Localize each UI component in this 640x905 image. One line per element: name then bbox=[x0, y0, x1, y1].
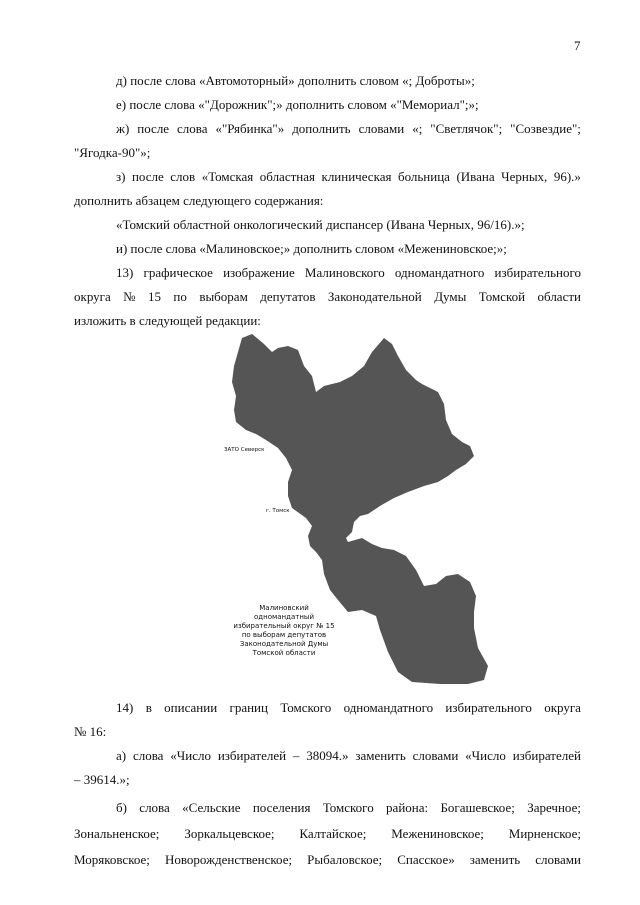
word: «Число bbox=[465, 748, 506, 763]
map-caption-line-3: избирательный округ № 15 bbox=[233, 622, 335, 630]
word: словами bbox=[358, 121, 405, 136]
map-caption-line-6: Томской области bbox=[252, 649, 316, 657]
paragraph-z-line1 bbox=[116, 169, 581, 184]
word: Законодательной bbox=[327, 289, 422, 304]
word: избирателей bbox=[217, 748, 287, 763]
word: одномандатного bbox=[343, 700, 434, 715]
word: клиническая bbox=[321, 169, 392, 184]
word: в bbox=[145, 700, 152, 715]
word: изображение bbox=[223, 265, 295, 280]
word: 14) bbox=[116, 700, 134, 715]
paragraph-13-line3: изложить в следующей редакции: bbox=[74, 313, 261, 328]
word: избирательного bbox=[445, 700, 532, 715]
word: выборам bbox=[199, 289, 248, 304]
word: слов bbox=[170, 169, 196, 184]
word: Томского bbox=[322, 800, 374, 815]
word: ж) bbox=[116, 121, 130, 136]
word: Спасское» bbox=[397, 852, 455, 867]
word: описании bbox=[164, 700, 218, 715]
paragraph-b-line2 bbox=[74, 826, 581, 841]
word: словами bbox=[535, 852, 581, 867]
word: (Ивана bbox=[456, 169, 495, 184]
word: после bbox=[131, 169, 164, 184]
word: округа bbox=[544, 700, 581, 715]
paragraph-d: д) после слова «Автомоторный» дополнить словом «; Доброты»; bbox=[116, 73, 475, 88]
word: Думы bbox=[434, 289, 467, 304]
word: а) bbox=[116, 748, 127, 763]
word: избирательного bbox=[494, 265, 581, 280]
word: 96).» bbox=[553, 169, 581, 184]
word: по bbox=[173, 289, 187, 304]
paragraph-14-line1 bbox=[116, 700, 581, 715]
word: «Число bbox=[170, 748, 211, 763]
map-label-zato: ЗАТО Северск bbox=[224, 447, 265, 453]
paragraph-a-line2: – 39614.»; bbox=[74, 772, 130, 787]
word: Межениновское; bbox=[391, 826, 484, 841]
word: Новорожденственское; bbox=[164, 852, 293, 867]
word: 15 bbox=[148, 289, 161, 304]
word: депутатов bbox=[260, 289, 316, 304]
word: Малиновского bbox=[304, 265, 385, 280]
map-caption-line-4: по выборам депутатов bbox=[241, 631, 327, 639]
word: «Сельские bbox=[182, 800, 241, 815]
map-label-tomsk: г. Томск bbox=[266, 508, 290, 514]
word: Зональненское; bbox=[74, 826, 160, 841]
paragraph-a-line1 bbox=[116, 748, 581, 763]
word: слова bbox=[132, 748, 164, 763]
word: Рыбаловское; bbox=[307, 852, 383, 867]
paragraph-e: е) после слова «"Дорожник";» дополнить словом «"Мемориал";»; bbox=[116, 97, 479, 112]
word: заменить bbox=[469, 852, 521, 867]
word: дополнить bbox=[292, 121, 351, 136]
word: поселения bbox=[252, 800, 311, 815]
word: Моряковское; bbox=[74, 852, 150, 867]
word: Черных, bbox=[501, 169, 548, 184]
word: области bbox=[537, 289, 581, 304]
paragraph-zh-line1 bbox=[116, 121, 581, 136]
paragraph-13-line1 bbox=[116, 265, 581, 280]
word: № bbox=[123, 289, 136, 304]
word: слова bbox=[177, 121, 208, 136]
word: одномандатного bbox=[394, 265, 485, 280]
word: б) bbox=[116, 800, 127, 815]
word: избирателей bbox=[512, 748, 581, 763]
word: «; bbox=[412, 121, 423, 136]
paragraph-i: и) после слова «Малиновское;» дополнить словом «Межениновское;»; bbox=[116, 241, 507, 256]
word: района: bbox=[386, 800, 429, 815]
word: "Созвездие"; bbox=[510, 121, 581, 136]
word: Зоркальцевское; bbox=[184, 826, 275, 841]
word: округа bbox=[74, 289, 111, 304]
word: Калтайское; bbox=[299, 826, 367, 841]
word: словами bbox=[412, 748, 459, 763]
page-number: 7 bbox=[574, 38, 581, 53]
word: Томского bbox=[280, 700, 332, 715]
word: Томской bbox=[478, 289, 526, 304]
word: областная bbox=[259, 169, 315, 184]
word: 13) bbox=[116, 265, 134, 280]
word: больница bbox=[397, 169, 450, 184]
paragraph-b-line3 bbox=[74, 852, 581, 867]
paragraph-zh-line2: "Ягодка-90"»; bbox=[74, 145, 151, 160]
word: Мирненское; bbox=[508, 826, 581, 841]
district-map bbox=[212, 330, 492, 690]
word: слова bbox=[139, 800, 170, 815]
map-caption-line-1: Малиновский bbox=[259, 604, 309, 612]
paragraph-14-line2: № 16: bbox=[74, 724, 107, 739]
word: Заречное; bbox=[527, 800, 581, 815]
word: графическое bbox=[143, 265, 213, 280]
map-caption-line-2: одномандатный bbox=[254, 613, 314, 621]
word: – bbox=[292, 748, 300, 763]
word: Богашевское; bbox=[440, 800, 515, 815]
word: заменить bbox=[355, 748, 406, 763]
paragraph-z-line2: дополнить абзацем следующего содержания: bbox=[74, 193, 324, 208]
word: «"Рябинка"» bbox=[215, 121, 285, 136]
word: «Томская bbox=[201, 169, 254, 184]
word: "Светлячок"; bbox=[430, 121, 503, 136]
word: з) bbox=[116, 169, 126, 184]
paragraph-b-line1 bbox=[116, 800, 581, 815]
word: после bbox=[137, 121, 170, 136]
word: 38094.» bbox=[306, 748, 349, 763]
word: границ bbox=[229, 700, 268, 715]
paragraph-13-line2 bbox=[74, 289, 581, 304]
paragraph-z-quote: «Томский областной онкологический диспансер (Ивана Черных, 96/16).»; bbox=[116, 217, 525, 232]
map-caption-line-5: Законодательной Думы bbox=[239, 640, 329, 648]
